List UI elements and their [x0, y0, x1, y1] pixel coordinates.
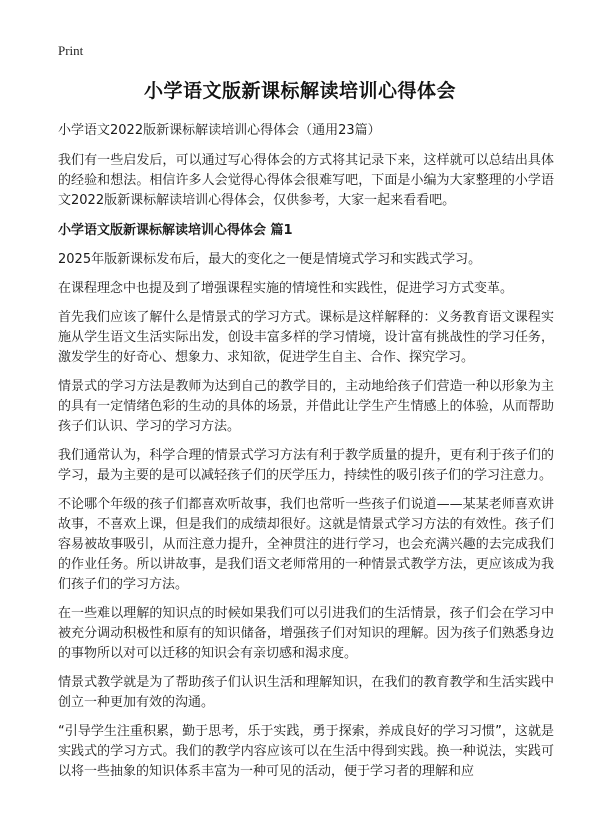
print-label[interactable]: Print	[58, 43, 84, 58]
paragraph: 情景式教学就是为了帮助孩子们认识生活和理解知识，在我们的教育教学和生活实践中创立一种更加有效的沟通。	[58, 675, 554, 710]
intro-paragraph: 我们有一些启发后，可以通过写心得体会的方式将其记录下来，这样就可以总结出具体的经验和想法。相信许多人会觉得心得体会很难写吧，下面是小编为大家整理的小学语文2022版新课标解读培训心得体会，仅供参考，大家一起来看看吧。	[58, 153, 554, 208]
paragraph: 在课程理念中也提及到了增强课程实施的情境性和实践性，促进学习方式变革。	[58, 281, 514, 296]
paragraph: “引导学生注重积累，勤于思考，乐于实践，勇于探索，养成良好的学习习惯”，这就是实践式的学习方式。我们的教学内容应该可以在生活中得到实践。换一种说法，实践可以将一些抽象的知识体系丰富为一种可见的活动，便于学习者的理解和应	[58, 724, 554, 779]
section-heading: 小学语文版新课标解读培训心得体会 篇1	[58, 223, 293, 238]
paragraph: 我们通常认为，科学合理的情景式学习方法有利于教学质量的提升，更有利于孩子们的学习，最为主要的是可以减轻孩子们的厌学压力，持续性的吸引孩子们的学习注意力。	[58, 448, 554, 483]
paragraph: 不论哪个年级的孩子们都喜欢听故事，我们也常听一些孩子们说道——某某老师喜欢讲故事，不喜欢上课，但是我们的成绩却很好。这就是情景式学习方法的有效性。孩子们容易被故事吸引，从而注意力提升，全神贯注的进行学习，也会充满兴趣的去完成我们的作业任务。所以讲故事，是我们语文老师常用的一种情景式教学方法，更应该成为我们孩子们的学习方法。	[58, 497, 554, 592]
paragraph: 在一些难以理解的知识点的时候如果我们可以引进我们的生活情景，孩子们会在学习中被充分调动积极性和原有的知识储备，增强孩子们对知识的理解。因为孩子们熟悉身边的事物所以对可以迁移的知识会有亲切感和渴求度。	[58, 606, 554, 661]
page-title: 小学语文版新课标解读培训心得体会	[143, 80, 456, 102]
paragraph: 2025年版新课标发布后，最大的变化之一便是情境式学习和实践式学习。	[58, 252, 482, 267]
document-body	[58, 121, 554, 791]
paragraph: 情景式的学习方法是教师为达到自己的教学目的，主动地给孩子们营造一种以形象为主的具有一定情绪色彩的生动的具体的场景，并借此让学生产生情感上的体验，从而帮助孩子们认识、学习的学习方法。	[58, 379, 554, 434]
paragraph: 首先我们应该了解什么是情景式的学习方式。课标是这样解释的：义务教育语文课程实施从学生语文生活实际出发，创设丰富多样的学习情境，设计富有挑战性的学习任务，激发学生的好奇心、想象力、求知欲，促进学生自主、合作、探究学习。	[58, 310, 554, 365]
document-subtitle: 小学语文2022版新课标解读培训心得体会（通用23篇）	[58, 123, 381, 138]
